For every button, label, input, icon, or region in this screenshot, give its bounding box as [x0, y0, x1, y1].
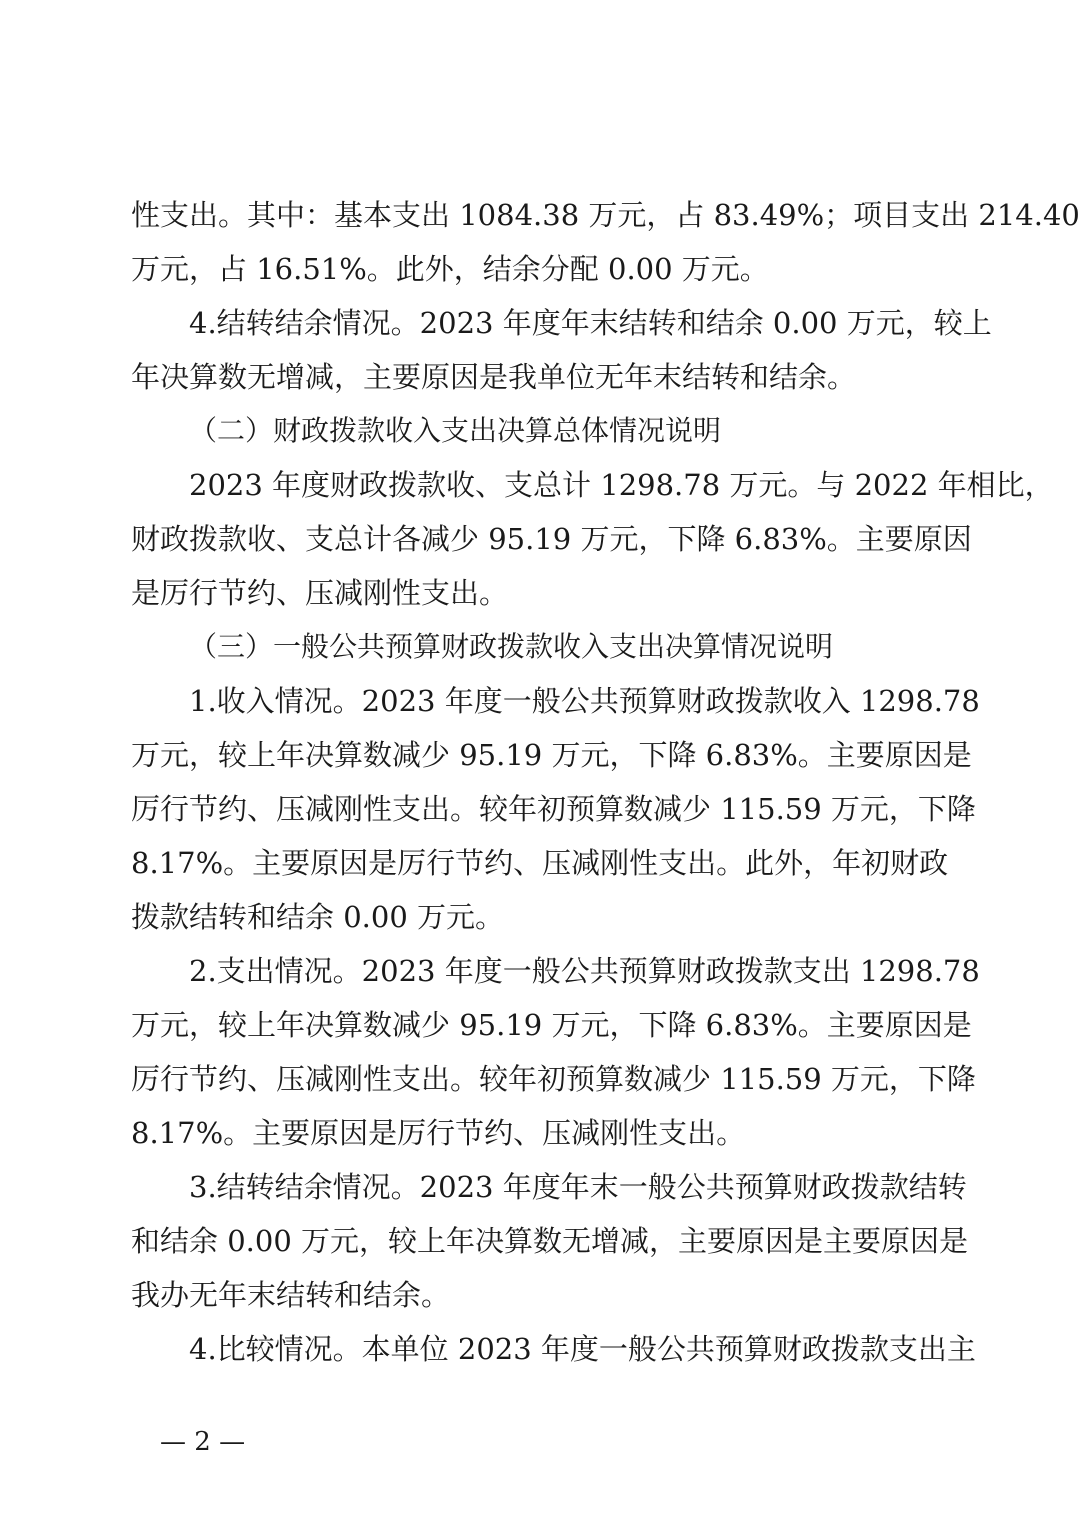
paragraph-line: 4.结转结余情况。2023 年度年末结转和结余 0.00 万元，较上: [189, 306, 992, 340]
paragraph-line: 8.17%。主要原因是厉行节约、压减刚性支出。: [131, 1116, 746, 1150]
paragraph-line: 财政拨款收、支总计各减少 95.19 万元，下降 6.83%。主要原因: [131, 522, 972, 556]
paragraph-line: 2023 年度财政拨款收、支总计 1298.78 万元。与 2022 年相比，: [189, 468, 1054, 502]
page-number: — 2 —: [160, 1427, 246, 1457]
paragraph-line: 性支出。其中：基本支出 1084.38 万元，占 83.49%；项目支出 214.40: [131, 198, 1080, 232]
paragraph-line: 和结余 0.00 万元，较上年决算数无增减，主要原因是主要原因是: [131, 1224, 969, 1258]
paragraph-line: 4.比较情况。本单位 2023 年度一般公共预算财政拨款支出主: [189, 1332, 976, 1366]
paragraph-line: 拨款结转和结余 0.00 万元。: [131, 900, 505, 934]
paragraph-line: 厉行节约、压减刚性支出。较年初预算数减少 115.59 万元，下降: [131, 792, 976, 826]
paragraph-line: 我办无年末结转和结余。: [131, 1278, 451, 1312]
paragraph-line: 厉行节约、压减刚性支出。较年初预算数减少 115.59 万元，下降: [131, 1062, 976, 1096]
paragraph-line: 万元，较上年决算数减少 95.19 万元，下降 6.83%。主要原因是: [131, 1008, 972, 1042]
paragraph-line: 8.17%。主要原因是厉行节约、压减刚性支出。此外，年初财政: [131, 846, 949, 880]
paragraph-line: 万元，较上年决算数减少 95.19 万元，下降 6.83%。主要原因是: [131, 738, 972, 772]
paragraph-line: 年决算数无增减，主要原因是我单位无年末结转和结余。: [131, 360, 857, 394]
section-heading-2: （二）财政拨款收入支出决算总体情况说明: [189, 414, 722, 447]
paragraph-line: 万元，占 16.51%。此外，结余分配 0.00 万元。: [131, 252, 769, 286]
paragraph-line: 是厉行节约、压减刚性支出。: [131, 576, 509, 610]
paragraph-line: 2.支出情况。2023 年度一般公共预算财政拨款支出 1298.78: [189, 954, 980, 988]
section-heading-3: （三）一般公共预算财政拨款收入支出决算情况说明: [189, 630, 834, 663]
paragraph-line: 1.收入情况。2023 年度一般公共预算财政拨款收入 1298.78: [189, 684, 980, 718]
paragraph-line: 3.结转结余情况。2023 年度年末一般公共预算财政拨款结转: [189, 1170, 967, 1204]
